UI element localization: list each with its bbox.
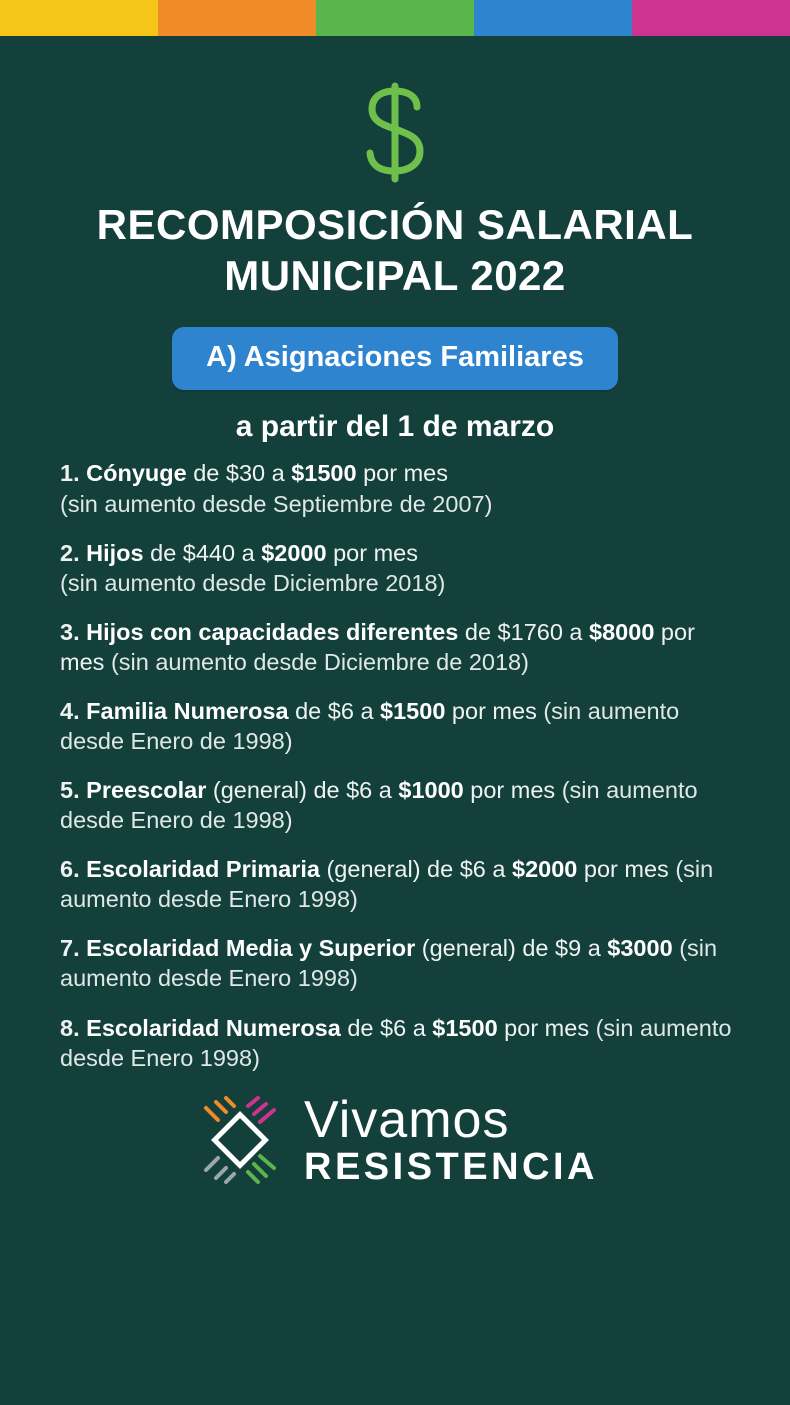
color-segment-green (316, 0, 474, 36)
benefit-list (0, 458, 790, 1072)
list-item (60, 696, 742, 756)
logo-text (304, 1090, 598, 1188)
list-item-tail: por mes (356, 460, 448, 487)
list-item-note: (sin aumento desde Enero de 1998) (60, 697, 680, 755)
list-item-number: 1. (60, 460, 80, 487)
page-title (0, 199, 790, 301)
list-item-tail: por mes (445, 697, 537, 724)
logo-line2: RESISTENCIA (304, 1145, 598, 1188)
list-item-note: (sin aumento desde Enero 1998) (60, 1014, 732, 1071)
list-item-label: Escolaridad Primaria (86, 856, 320, 883)
logo (0, 1092, 790, 1188)
list-item-tail: por mes (326, 539, 418, 566)
list-item-amount: $1500 (380, 697, 446, 724)
list-item-label: Escolaridad Media y Superior (86, 935, 416, 962)
list-item-number: 2. (60, 539, 80, 566)
list-item (60, 617, 742, 677)
list-item-note: (sin aumento desde Enero 1998) (60, 856, 714, 913)
vivamos-resistencia-diamond-logo-icon (192, 1092, 288, 1188)
list-item-mid: (general) de $9 a (415, 935, 608, 962)
list-item-note: (sin aumento desde Diciembre 2018) (60, 569, 446, 596)
dollar-sign-icon-wrapper (0, 80, 790, 185)
list-item-label: Hijos con capacidades diferentes (86, 618, 459, 645)
list-item-label: Hijos (86, 539, 144, 566)
list-item (60, 458, 742, 518)
list-item-number: 6. (60, 856, 80, 883)
list-item-note: (sin aumento desde Enero de 1998) (60, 777, 698, 834)
list-item-amount: $1500 (432, 1014, 498, 1041)
list-item-mid: (general) de $6 a (206, 777, 399, 804)
logo-line1: Vivamos (304, 1090, 510, 1149)
top-color-bar (0, 0, 790, 36)
list-item-mid: de $6 a (340, 1014, 433, 1041)
list-item-tail: por mes (60, 618, 695, 675)
list-item-mid: de $1760 a (458, 618, 590, 645)
section-pill-wrapper (0, 327, 790, 390)
list-item-amount: $1000 (398, 777, 464, 804)
list-item-amount: $8000 (589, 618, 655, 645)
list-item-amount: $2000 (261, 539, 327, 566)
page-title-line2: MUNICIPAL 2022 (224, 252, 566, 300)
color-segment-magenta (632, 0, 790, 36)
list-item-mid: (general) de $6 a (319, 856, 512, 883)
list-item-note: (sin aumento desde Diciembre de 2018) (110, 648, 529, 675)
list-item-mid: de $6 a (288, 697, 381, 724)
color-segment-yellow (0, 0, 158, 36)
list-item-label: Preescolar (86, 777, 207, 804)
list-item-mid: de $440 a (143, 539, 262, 566)
list-item-tail: por mes (577, 856, 669, 883)
list-item-label: Cónyuge (86, 460, 187, 487)
list-item (60, 538, 742, 598)
dollar-sign-icon (347, 80, 443, 185)
list-item-number: 8. (60, 1014, 80, 1041)
list-item-number: 7. (60, 935, 80, 962)
list-item (60, 933, 742, 993)
subtitle: a partir del 1 de marzo (235, 410, 555, 444)
list-item-amount: $2000 (512, 856, 578, 883)
list-item-number: 3. (60, 618, 80, 645)
list-item-label: Familia Numerosa (86, 697, 289, 724)
list-item (60, 1013, 742, 1073)
list-item-note: (sin aumento desde Septiembre de 2007) (60, 490, 493, 517)
section-pill: A) Asignaciones Familiares (172, 327, 618, 390)
list-item-mid: de $30 a (186, 460, 292, 487)
list-item (60, 775, 742, 835)
list-item-amount: $1500 (291, 460, 357, 487)
list-item-tail: por mes (463, 777, 556, 804)
list-item-note: (sin aumento desde Enero 1998) (60, 935, 718, 992)
list-item-label: Escolaridad Numerosa (86, 1014, 341, 1041)
color-segment-orange (158, 0, 316, 36)
color-segment-blue (474, 0, 632, 36)
list-item-number: 4. (60, 697, 80, 724)
list-item-number: 5. (60, 777, 80, 804)
list-item-amount: $3000 (607, 935, 673, 962)
list-item (60, 854, 742, 914)
page-title-line1: RECOMPOSICIÓN SALARIAL (96, 201, 694, 248)
list-item-tail: por mes (497, 1014, 590, 1041)
